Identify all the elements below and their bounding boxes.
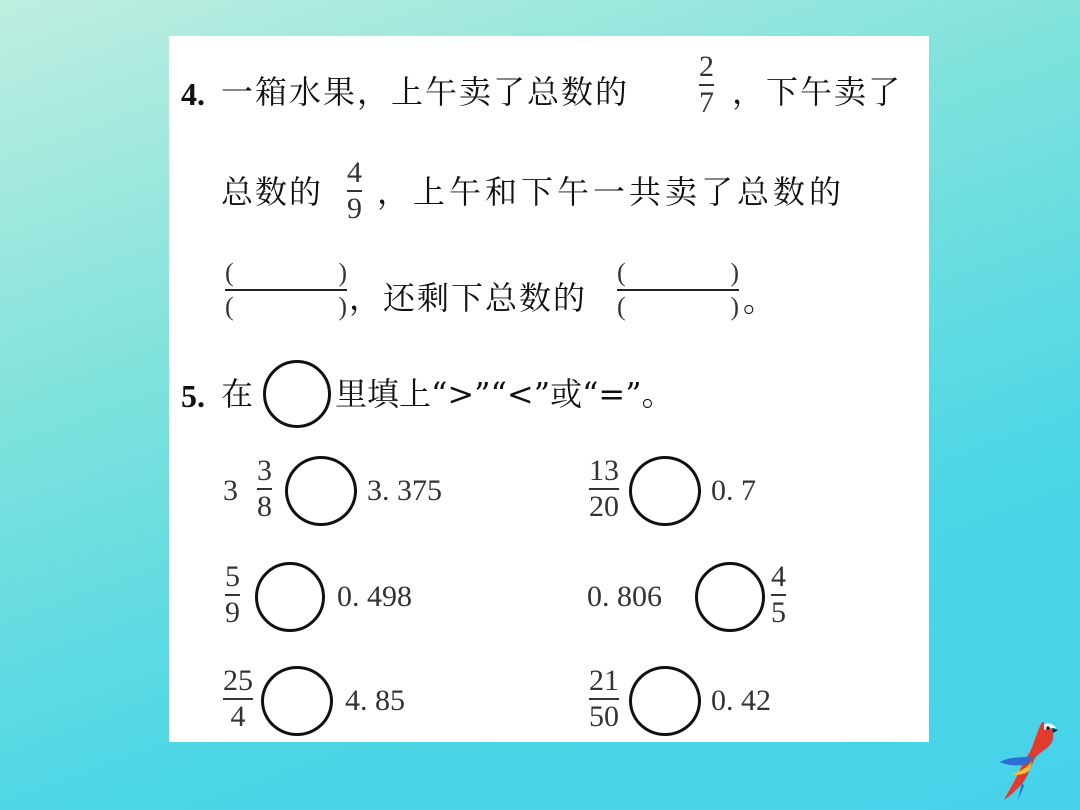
question-number: 4. <box>181 76 205 112</box>
question-text: 里填上“>”“<”或“=”。 <box>335 375 674 413</box>
numerator: 5 <box>225 560 240 593</box>
denominator: 50 <box>589 700 619 733</box>
answer-blank[interactable] <box>617 258 739 322</box>
comparison-circle[interactable] <box>255 562 325 632</box>
comparison-value: 0. 7 <box>711 474 756 507</box>
denominator: 4 <box>230 700 246 733</box>
denominator: 8 <box>257 490 272 523</box>
circle-blank <box>263 360 331 428</box>
paren-close: ) <box>730 292 739 321</box>
fraction <box>589 456 619 522</box>
paren-close: ) <box>338 292 347 321</box>
denominator: 20 <box>589 490 619 523</box>
denominator: 9 <box>347 192 362 225</box>
numerator: 2 <box>699 50 714 83</box>
numerator: 4 <box>771 560 786 593</box>
numerator: 3 <box>257 454 272 487</box>
comparison-value: 0. 42 <box>711 684 771 717</box>
numerator: 13 <box>589 454 619 487</box>
comparison-circle[interactable] <box>695 562 765 632</box>
fraction <box>223 666 253 732</box>
comparison-circle[interactable] <box>629 666 701 736</box>
fraction <box>225 562 240 628</box>
denominator: 9 <box>225 596 240 629</box>
question-text: 在 <box>221 375 254 413</box>
paren-open: ( <box>225 292 234 321</box>
paren-open: ( <box>225 258 234 287</box>
numerator: 21 <box>589 664 619 697</box>
fraction-bar <box>617 289 739 291</box>
worksheet-card <box>169 36 929 742</box>
question-text: ，下午卖了 <box>732 73 903 111</box>
question-text: ，还剩下总数的 <box>349 279 588 317</box>
paren-open: ( <box>617 292 626 321</box>
paren-open: ( <box>617 258 626 287</box>
fraction-bar <box>225 289 347 291</box>
comparison-value: 0. 498 <box>337 580 412 613</box>
fraction <box>347 158 362 224</box>
question-text: 一箱水果，上午卖了总数的 <box>221 73 630 111</box>
comparison-value: 3. 375 <box>367 474 442 507</box>
fraction <box>589 666 619 732</box>
comparison-circle[interactable] <box>629 456 701 526</box>
denominator: 5 <box>771 596 786 629</box>
numerator: 4 <box>347 156 362 189</box>
parrot-icon <box>998 716 1064 802</box>
fraction <box>257 456 272 522</box>
denominator: 7 <box>699 86 714 119</box>
whole-number: 3 <box>223 474 238 507</box>
paren-close: ) <box>730 258 739 287</box>
numerator: 25 <box>223 664 253 697</box>
comparison-value: 4. 85 <box>345 684 405 717</box>
answer-blank[interactable] <box>225 258 347 322</box>
question-number: 5. <box>181 378 205 414</box>
comparison-circle[interactable] <box>261 666 333 736</box>
question-text: ，上午和下午一共卖了总数的 <box>377 173 846 211</box>
comparison-circle[interactable] <box>285 456 357 526</box>
paren-close: ) <box>338 258 347 287</box>
comparison-value: 0. 806 <box>587 580 662 613</box>
fraction <box>771 562 786 628</box>
question-text: 总数的 <box>221 173 324 211</box>
question-text: 。 <box>743 281 776 319</box>
fraction <box>699 52 714 118</box>
